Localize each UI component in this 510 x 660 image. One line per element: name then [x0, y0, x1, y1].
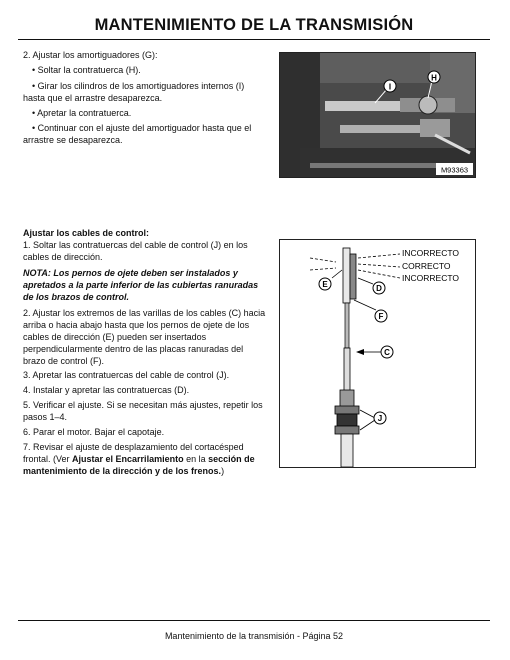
- step-7-line-3: [23, 465, 224, 477]
- step-7-link-encarrilamiento: Ajustar el Encarrilamiento: [72, 454, 184, 464]
- shock-absorber-photo: [279, 52, 476, 178]
- step-2-text: 2. Ajustar los amortiguadores (G):: [23, 50, 158, 60]
- callout-d: [373, 282, 385, 294]
- footer-rule: [18, 620, 490, 621]
- callout-e-label: E: [322, 280, 328, 289]
- step-6: 6. Parar el motor. Bajar el capotaje.: [23, 427, 165, 437]
- callout-c-label: C: [384, 348, 390, 357]
- step-7-line-1: 7. Revisar el ajuste de desplazamiento del cortacésped: [23, 442, 244, 452]
- callout-j-label: J: [377, 414, 383, 423]
- bullet-2: • Girar los cilindros de los amortiguadores internos (I): [32, 81, 245, 91]
- label-incorrecto-bottom: INCORRECTO: [402, 273, 459, 283]
- step-7-line-2: [23, 453, 255, 465]
- callout-i-label: I: [388, 82, 392, 92]
- callout-f: [375, 310, 387, 322]
- step-5-line-2: pasos 1–4.: [23, 412, 68, 422]
- step-1-line-2: cables de dirección.: [23, 252, 103, 262]
- control-cable-diagram: [279, 239, 476, 468]
- note-line-3: de los brazos de control.: [23, 292, 130, 302]
- step-4: 4. Instalar y apretar las contratuercas (D).: [23, 385, 190, 395]
- note-line-1: NOTA: Los pernos de ojete deben ser instalados y: [23, 268, 238, 278]
- callout-e: [319, 278, 331, 290]
- step-2-line-2: arriba o hacia abajo hasta que los pernos de ojete de los: [23, 320, 250, 330]
- page-footer: Mantenimiento de la transmisión - Página 52: [164, 631, 344, 641]
- step-7-section-ref-b: mantenimiento de la dirección y de los frenos.: [23, 466, 222, 476]
- step-7-close-paren: ): [221, 466, 225, 476]
- callout-j: [374, 412, 386, 424]
- step-7-section-ref-a: sección de: [208, 454, 255, 464]
- step-2-line-1: 2. Ajustar los extremos de las varillas de los cables (C) hacia: [23, 308, 266, 318]
- bullet-4-cont: arrastre se desaparezca.: [23, 135, 123, 145]
- step-7-text-c: en la: [183, 454, 209, 464]
- step-7-text-a: frontal. (Ver: [23, 454, 73, 464]
- section-heading: Ajustar los cables de control:: [23, 228, 150, 238]
- step-3: 3. Apretar las contratuercas del cable de control (J).: [23, 370, 230, 380]
- bullet-3: • Apretar la contratuerca.: [32, 108, 132, 118]
- callout-d-label: D: [376, 284, 382, 293]
- step-2-line-5: brazo de control (F).: [23, 356, 105, 366]
- step-2-line-3: cables de dirección (E) pueden ser insertados: [23, 332, 207, 342]
- callout-f-label: F: [378, 312, 384, 321]
- header-rule: [18, 39, 490, 40]
- callout-h-label: H: [431, 73, 437, 83]
- step-5-line-1: 5. Verificar el ajuste. Si se necesitan más ajustes, repetir los: [23, 400, 263, 410]
- photo-code: M93363: [440, 165, 469, 175]
- bullet-2-cont: hasta que el arrastre desaparezca.: [23, 93, 163, 103]
- step-1-line-1: 1. Soltar las contratuercas del cable de control (J) en los: [23, 240, 248, 250]
- label-correcto: CORRECTO: [402, 261, 451, 271]
- page-title: MANTENIMIENTO DE LA TRANSMISIÓN: [94, 16, 414, 34]
- bullet-4: • Continuar con el ajuste del amortiguador hasta que el: [32, 123, 252, 133]
- callout-c: [381, 346, 393, 358]
- callout-h: [428, 71, 440, 83]
- bullet-1: • Soltar la contratuerca (H).: [32, 65, 141, 75]
- callout-i: [384, 80, 396, 92]
- step-2-line-4: perpendicularmente dentro de las placas ranuradas del: [23, 344, 244, 354]
- label-incorrecto-top: INCORRECTO: [402, 248, 459, 258]
- note-line-2: apretados a la parte inferior de las cubiertas ranuradas: [23, 280, 259, 290]
